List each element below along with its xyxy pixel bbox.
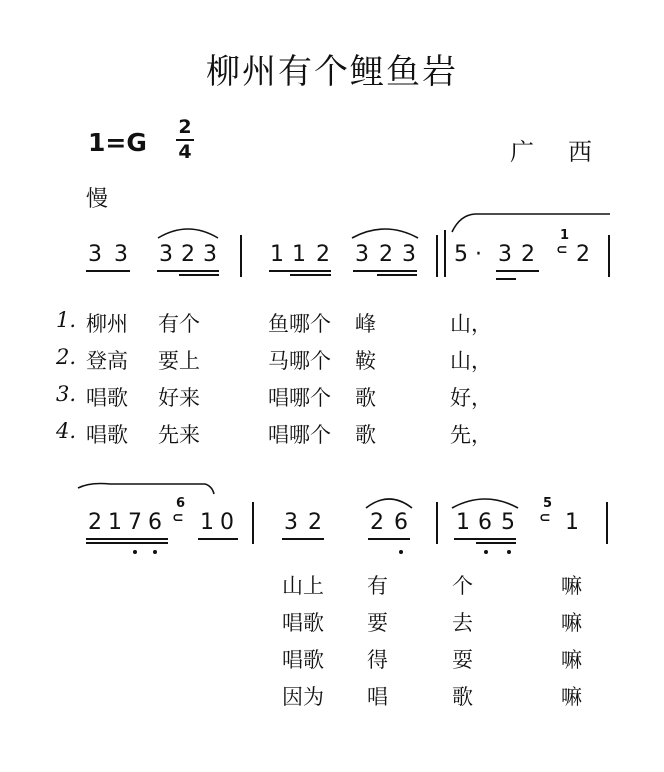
grace-note: 6 [176,496,186,511]
lyric: 鱼哪个 [268,312,331,336]
lyric: 唱哪个 [268,423,331,447]
note: 6 [478,510,492,535]
note: 2 [576,242,590,267]
lyric: 峰 [355,312,376,336]
note: 2 [521,242,535,267]
note: 1 [200,510,214,535]
lyric: 耍 [452,648,473,672]
lyric: 个 [452,574,473,598]
lyric: 有个 [158,312,200,336]
lyric: 歌 [452,685,473,709]
slur [366,499,412,508]
slur [352,229,418,238]
lyric: 要 [367,611,388,635]
note: 5 [454,242,468,267]
lyric: 唱歌 [282,648,324,672]
meter-top: 2 [178,116,192,138]
lyric: 唱歌 [282,611,324,635]
lyric: 唱歌 [86,423,128,447]
note: 2 [379,242,393,267]
lyric: 登高 [86,349,128,373]
note: 5 [501,510,515,535]
note: 0 [220,510,234,535]
note: 2 [308,510,322,535]
lyric: 因为 [282,685,324,709]
lyric: 歌 [355,423,376,447]
note: 2 [181,242,195,267]
lyric: 有 [367,574,388,598]
key-signature: 1=G [88,128,147,157]
note: 3 [498,242,512,267]
lyric: 山上 [282,574,324,598]
lyric: 唱哪个 [268,386,331,410]
song-origin: 广西 [510,138,626,166]
phrase-slur [452,214,610,232]
lyric: 鞍 [355,349,376,373]
verse-number: 3. [56,382,77,406]
note: 2 [316,242,330,267]
lyric: 马哪个 [268,349,331,373]
lyric: 得 [367,648,388,672]
note: 3 [355,242,369,267]
tempo-marking: 慢 [86,187,109,212]
grace-slur: ⊂ [172,510,184,526]
slur [158,229,218,238]
phrase-slur [78,484,214,495]
verse-number: 2. [56,345,77,369]
note: 1 [292,242,306,267]
note: 3 [284,510,298,535]
verse-number: 4. [56,419,77,443]
grace-note: 5 [543,496,553,511]
lyric: 歌 [355,386,376,410]
note: 6 [394,510,408,535]
meter-bottom: 4 [178,141,192,163]
slur [452,499,518,508]
note: 3 [203,242,217,267]
lyric: 嘛 [561,611,582,635]
note: 7 [128,510,142,535]
note-dot: · [475,242,482,267]
lyric: 先来 [158,423,200,447]
lyric: 嘛 [561,685,582,709]
grace-slur: ⊂ [556,242,568,258]
lyric: 唱歌 [86,386,128,410]
verse-number: 1. [56,308,77,332]
lyric: 好来 [158,386,200,410]
note: 1 [565,510,579,535]
lyric: 嘛 [561,648,582,672]
note: 1 [456,510,470,535]
grace-note: 1 [560,228,570,243]
note: 1 [270,242,284,267]
lyric: 要上 [158,349,200,373]
lyric: 柳州 [86,312,128,336]
song-title: 柳州有个鲤鱼岩 [206,52,458,92]
note: 2 [370,510,384,535]
lyric: 山， [450,312,492,336]
grace-slur: ⊂ [539,510,551,526]
note: 3 [88,242,102,267]
lyric: 去 [452,611,473,635]
note: 3 [159,242,173,267]
lyric: 好， [450,386,492,410]
lyric: 唱 [367,685,388,709]
note: 3 [114,242,128,267]
lyric: 山， [450,349,492,373]
note: 6 [148,510,162,535]
lyric: 先， [450,423,492,447]
note: 2 [88,510,102,535]
lyric: 嘛 [561,574,582,598]
note: 3 [402,242,416,267]
note: 1 [108,510,122,535]
